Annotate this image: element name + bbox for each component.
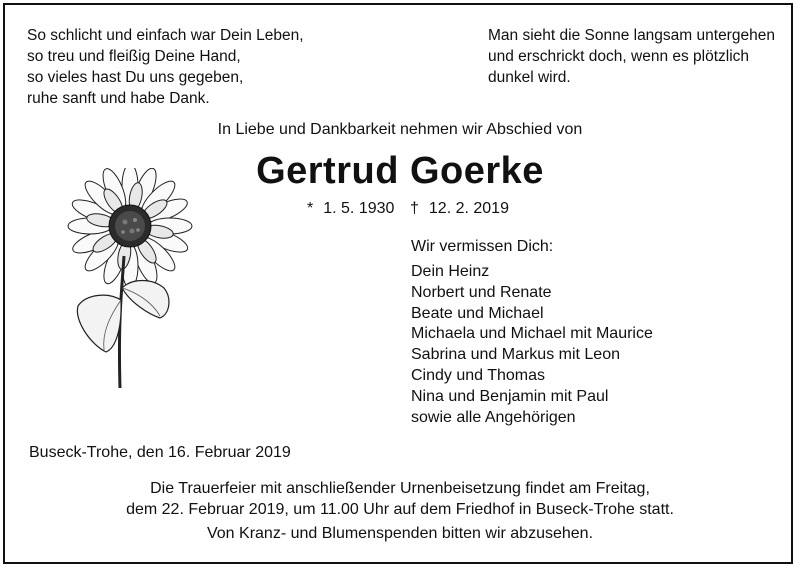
- deceased-name: Gertrud Goerke: [256, 150, 544, 192]
- poem-line: dunkel wird.: [488, 69, 571, 86]
- poem-line: ruhe sanft und habe Dank.: [27, 90, 210, 107]
- list-item: Norbert und Renate: [411, 283, 552, 301]
- poem-line: und erschrickt doch, wenn es plötzlich: [488, 48, 750, 65]
- list-item: Beate und Michael: [411, 304, 544, 322]
- flower-request: Von Kranz- und Blumenspenden bitten wir abzusehen.: [206, 525, 594, 542]
- list-item: Dein Heinz: [411, 263, 490, 280]
- list-item: sowie alle Angehörigen: [411, 408, 576, 426]
- poem-line: So schlicht und einfach war Dein Leben,: [27, 27, 304, 44]
- list-item: Michaela und Michael mit Maurice: [411, 325, 653, 343]
- birth-date: [307, 200, 394, 218]
- mourners-list: [411, 262, 653, 428]
- ceremony-line: Die Trauerfeier mit anschließender Urnenbeisetzung findet am Freitag,: [150, 480, 650, 497]
- death-symbol: †: [410, 200, 419, 217]
- intro-text: In Liebe und Dankbarkeit nehmen wir Abschied von: [217, 121, 583, 138]
- poem-line: Man sieht die Sonne langsam untergehen: [488, 27, 775, 44]
- poem-line: so vieles hast Du uns gegeben,: [27, 69, 244, 86]
- poem-left: [27, 25, 304, 109]
- death-date-value: 12. 2. 2019: [428, 200, 509, 217]
- birth-date-value: 1. 5. 1930: [323, 200, 395, 217]
- ceremony-info: [0, 478, 800, 520]
- birth-symbol: *: [307, 200, 314, 217]
- list-item: Cindy und Thomas: [411, 366, 545, 384]
- list-item: Nina und Benjamin mit Paul: [411, 387, 609, 405]
- list-item: Sabrina und Markus mit Leon: [411, 346, 620, 364]
- place-date: Buseck-Trohe, den 16. Februar 2019: [29, 444, 291, 461]
- poem-line: so treu und fleißig Deine Hand,: [27, 48, 241, 65]
- ceremony-line: dem 22. Februar 2019, um 11.00 Uhr auf dem Friedhof in Buseck-Trohe statt.: [126, 501, 674, 518]
- death-date: [410, 200, 509, 218]
- sunflower-icon: [60, 168, 200, 393]
- mourners-title: Wir vermissen Dich:: [411, 238, 554, 255]
- poem-right: [488, 25, 775, 88]
